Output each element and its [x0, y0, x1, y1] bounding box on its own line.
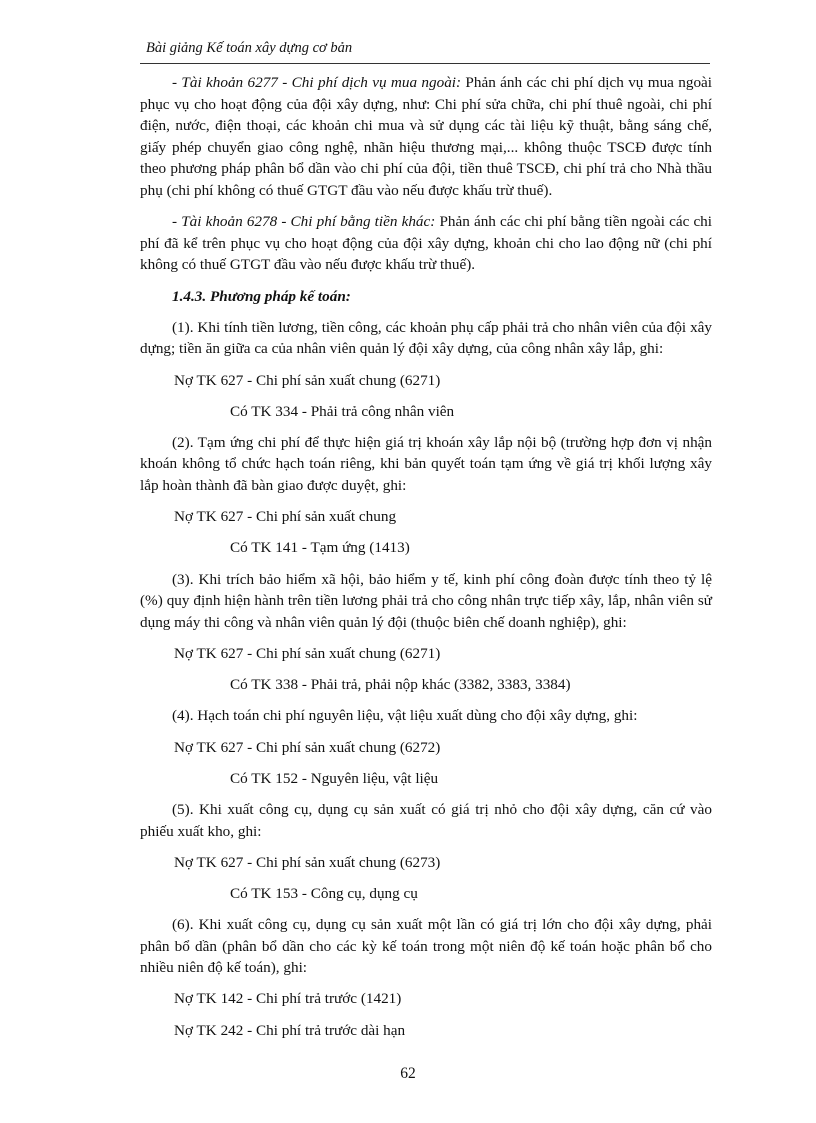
- account-6278-text: Phản ánh các chi phí bằng tiền ngoài các chi phí đã kể trên phục vụ cho hoạt động của đội xây dựng, khoản chi cho lao động nữ (chi phí không có thuế GTGT đầu vào nếu được khấu trừ thuế).: [140, 213, 712, 274]
- page-number: 62: [400, 1065, 416, 1082]
- header-divider: [140, 63, 710, 64]
- entry-4-debit: Nợ TK 627 - Chi phí sản xuất chung (6272): [174, 738, 441, 756]
- entry-2-debit: Nợ TK 627 - Chi phí sản xuất chung: [174, 508, 397, 526]
- account-6278-label: - Tài khoản 6278 - Chi phí bằng tiền khác:: [172, 213, 436, 231]
- account-6277-label: - Tài khoản 6277 - Chi phí dịch vụ mua ngoài:: [172, 74, 462, 91]
- entry-4-credit: Có TK 152 - Nguyên liệu, vật liệu: [230, 769, 439, 787]
- entry-1-credit: Có TK 334 - Phải trả công nhân viên: [230, 402, 455, 420]
- running-header: Bài giảng Kế toán xây dựng cơ bản: [146, 40, 353, 56]
- account-6277-text: Phản ánh các chi phí dịch vụ mua ngoài phục vụ cho hoạt động của đội xây dựng, như: Chi phí sửa chữa, chi phí thuê ngoài, chi phí điện, nước, điện thoại, các khoản chi mua và sử dụng các tài liệu kỹ thuật, bằng sáng chế, giấy phép chuyển giao công nghệ, nhãn hiệu thương mại,... không thuộc TSCĐ được tính theo phương pháp phân bổ dần vào chi phí của đội, tiền thuê TSCĐ, chi phí trả cho Nhà thầu phụ (chi phí không có thuế GTGT đầu vào nếu được khấu trừ thuế).: [140, 74, 712, 199]
- entry-5-debit: Nợ TK 627 - Chi phí sản xuất chung (6273): [174, 853, 441, 871]
- entry-5-description: (5). Khi xuất công cụ, dụng cụ sản xuất có giá trị nhỏ cho đội xây dựng, căn cứ vào phiếu xuất kho, ghi:: [140, 800, 712, 840]
- paragraph-account-6278: [140, 211, 712, 276]
- entry-3-description: (3). Khi trích bảo hiểm xã hội, bảo hiểm y tế, kinh phí công đoàn được tính theo tỷ lệ (%) quy định hiện hành trên tiền lương phải trả cho công nhân trực tiếp xây, lắp, nhân viên sử dụng máy thi công và nhân viên quản lý đội (thuộc biên chế doanh nghiệp), ghi:: [140, 570, 712, 631]
- page-body: [140, 72, 712, 1051]
- entry-6-debit-1: Nợ TK 142 - Chi phí trả trước (1421): [174, 990, 402, 1008]
- entry-3-debit: Nợ TK 627 - Chi phí sản xuất chung (6271): [174, 645, 441, 662]
- entry-2-description: (2). Tạm ứng chi phí để thực hiện giá trị khoán xây lắp nội bộ (trường hợp đơn vị nhận khoán không tổ chức hạch toán riêng, khi bản quyết toán tạm ứng về giá trị khối lượng xây lắp hoàn thành đã bàn giao được duyệt, ghi:: [140, 433, 712, 495]
- entry-6-description: (6). Khi xuất công cụ, dụng cụ sản xuất một lần có giá trị lớn cho đội xây dựng, phải phân bổ dần (phân bổ dần cho các kỳ kế toán trong một niên độ kế toán hoặc phân bổ cho nhiều niên độ kế toán), ghi:: [140, 916, 712, 977]
- entry-3-credit: Có TK 338 - Phải trả, phải nộp khác (3382, 3383, 3384): [230, 676, 571, 694]
- entry-4-description: (4). Hạch toán chi phí nguyên liệu, vật liệu xuất dùng cho đội xây dựng, ghi:: [172, 707, 638, 725]
- paragraph-account-6277: [140, 72, 712, 202]
- entry-2-credit: Có TK 141 - Tạm ứng (1413): [230, 539, 410, 557]
- section-heading: 1.4.3. Phương pháp kế toán:: [172, 287, 351, 305]
- entry-1-description: (1). Khi tính tiền lương, tiền công, các khoản phụ cấp phải trả cho nhân viên của đội xây dựng; tiền ăn giữa ca của nhân viên quản lý đội xây dựng, của công nhân xây lắp, ghi:: [140, 318, 712, 358]
- entry-5-credit: Có TK 153 - Công cụ, dụng cụ: [230, 884, 418, 902]
- entry-1-debit: Nợ TK 627 - Chi phí sản xuất chung (6271): [174, 371, 441, 389]
- entry-6-debit-2: Nợ TK 242 - Chi phí trả trước dài hạn: [174, 1021, 406, 1039]
